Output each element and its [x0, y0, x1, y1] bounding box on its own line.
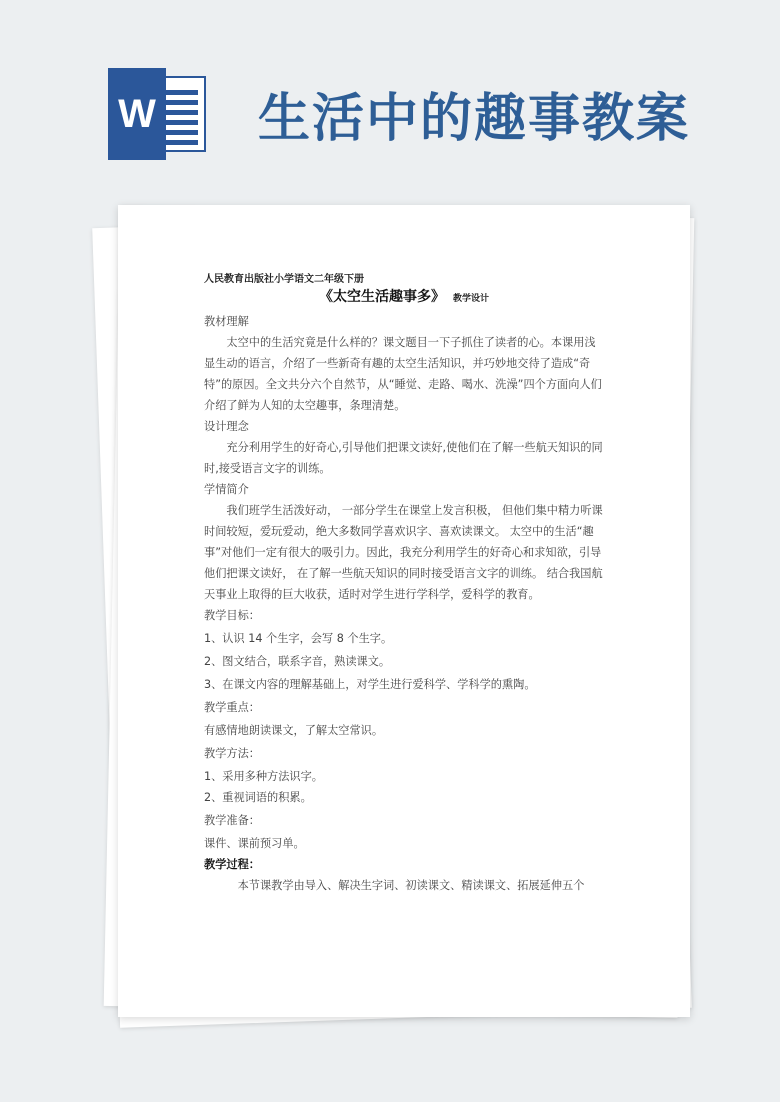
- section-heading-goals: 教学目标：: [204, 609, 260, 622]
- section-heading-methods: 教学方法：: [204, 747, 260, 760]
- method-item-2: 2、重视词语的积累。: [204, 791, 312, 804]
- section-heading-focus: 教学重点：: [204, 701, 260, 714]
- paragraph-students: 我们班学生活泼好动， 一部分学生在课堂上发言积极， 但他们集中精力听课时间较短，爱玩爱动，绝大多数同学喜欢识字、喜欢读课文。 太空中的生活“趣事”对他们一定有很大的吸引力。因此，我充分利用学生的好奇心和求知欲，引导他们把课文读好， 在了解一些航天知识的同时接受语言文字的训练。 结合我国航天事业上取得的巨大收获，适时对学生进行学科学，爱科学的教育。: [204, 504, 603, 601]
- publisher-line: 人民教育出版社小学语文二年级下册: [204, 274, 364, 285]
- banner-title: 生活中的趣事教案: [258, 88, 691, 149]
- paragraph-textbook: 太空中的生活究竟是什么样的？课文题目一下子抓住了读者的心。本课用浅显生动的语言，介绍了一些新奇有趣的太空生活知识，并巧妙地交待了造成“奇特”的原因。全文共分六个自然节，从“睡觉、走路、喝水、洗澡”四个方面向人们介绍了鲜为人知的太空趣事，条理清楚。: [204, 336, 602, 412]
- document-content: [204, 269, 604, 896]
- word-logo-letter: W: [108, 68, 166, 160]
- focus-item-1: 有感情地朗读课文，了解太空常识。: [204, 724, 384, 737]
- paragraph-concept: 充分利用学生的好奇心,引导他们把课文读好,使他们在了解一些航天知识的同时,接受语言文字的训练。: [204, 441, 603, 475]
- document-title-line: [204, 287, 604, 311]
- section-heading-students: 学情简介: [204, 483, 249, 496]
- document-page: [118, 205, 690, 1017]
- prep-item-1: 课件、课前预习单。: [204, 837, 305, 850]
- document-title: 《太空生活趣事多》: [318, 289, 445, 305]
- goal-item-2: 2、图文结合，联系字音，熟读课文。: [204, 655, 391, 668]
- section-heading-process: 教学过程：: [204, 858, 260, 871]
- goal-item-3: 3、在课文内容的理解基础上，对学生进行爱科学、学科学的熏陶。: [204, 678, 536, 691]
- method-item-1: 1、采用多种方法识字。: [204, 770, 323, 783]
- section-heading-concept: 设计理念: [204, 420, 249, 433]
- section-heading-prep: 教学准备：: [204, 814, 260, 827]
- goal-item-1: 1、认识 14 个生字，会写 8 个生字。: [204, 632, 393, 645]
- word-logo-icon: [108, 68, 208, 160]
- section-heading-textbook: 教材理解: [204, 315, 249, 328]
- paragraph-process: 本节课教学由导入、解决生字词、初读课文、精读课文、拓展延伸五个: [237, 879, 585, 892]
- document-subtitle: 教学设计: [452, 294, 489, 304]
